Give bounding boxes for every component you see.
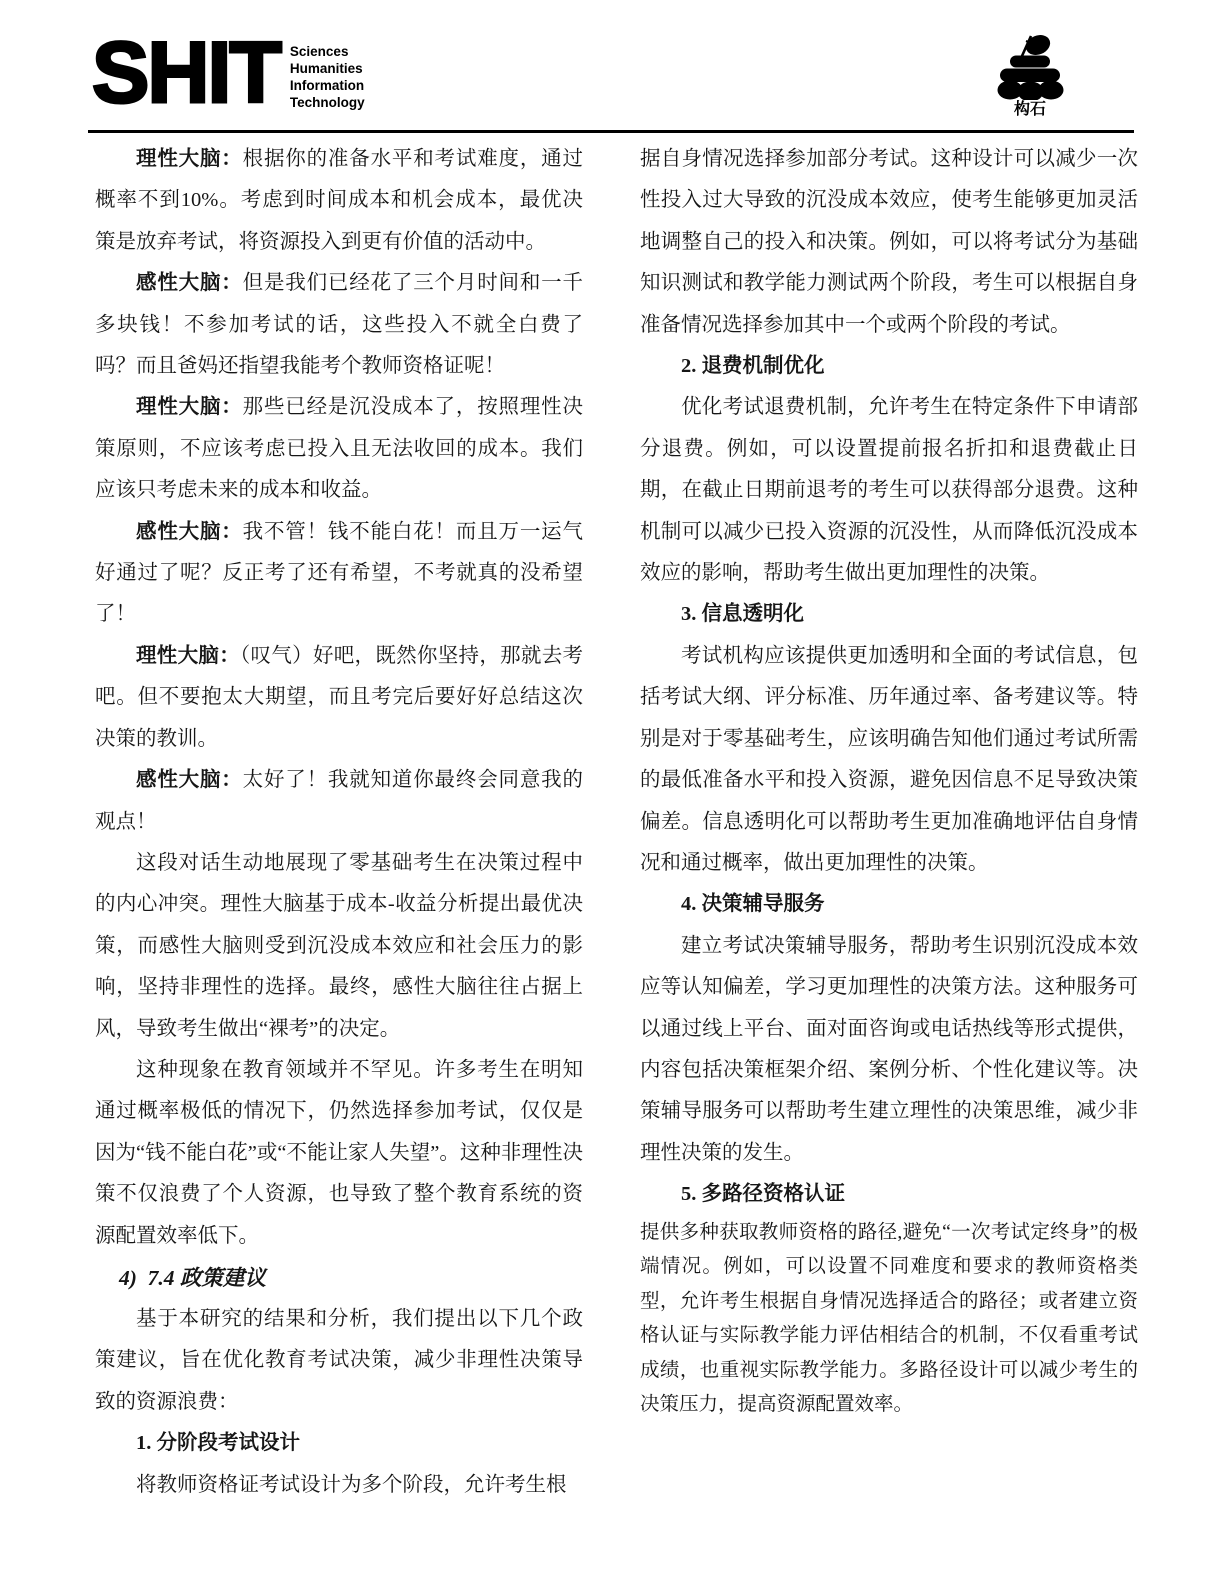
logo-subtitle-line: Humanities bbox=[289, 61, 363, 76]
publisher-mark bbox=[980, 32, 1080, 119]
speaker-label: 感性大脑： bbox=[136, 520, 243, 543]
left-column bbox=[95, 139, 583, 1506]
subsection-heading: 5. 多路径资格认证 bbox=[681, 1183, 845, 1206]
speaker-label: 理性大脑： bbox=[136, 644, 240, 667]
paragraph: 将教师资格证考试设计为多个阶段，允许考生根 bbox=[136, 1473, 567, 1496]
dialog-paragraph: 理性大脑：那些已经是沉没成本了，按照理性决策原则，不应该考虑已投入且无法收回的成本。我们应该只考虑未来的成本和收益。 bbox=[95, 396, 583, 502]
paragraph: 提供多种获取教师资格的路径,避免“一次考试定终身”的极端情况。例如，可以设置不同难度和要求的教师资格类型，允许考生根据自身情况选择适合的路径；或者建立资格认证与实际教学能力评估相结合的机制，不仅看重考试成绩，也重视实际教学能力。多路径设计可以减少考生的决策压力，提高资源配置效率。 bbox=[640, 1221, 1138, 1416]
publisher-mark-label: 构石 bbox=[1013, 101, 1046, 118]
dialog-paragraph: 感性大脑：太好了！我就知道你最终会同意我的观点！ bbox=[95, 769, 583, 833]
subsection-heading: 2. 退费机制优化 bbox=[681, 355, 825, 378]
logo-subtitle-line: Information bbox=[289, 78, 365, 93]
dialog-paragraph: 感性大脑：但是我们已经花了三个月时间和一千多块钱！不参加考试的话，这些投入不就全白费了吗？而且爸妈还指望我能考个教师资格证呢！ bbox=[95, 272, 583, 378]
right-column bbox=[640, 139, 1138, 1423]
speaker-label: 感性大脑： bbox=[136, 272, 243, 295]
dialog-paragraph: 感性大脑：我不管！钱不能白花！而且万一运气好通过了呢？反正考了还有希望，不考就真的没希望了！ bbox=[95, 520, 583, 626]
subsection-heading: 1. 分阶段考试设计 bbox=[136, 1432, 300, 1455]
header-divider bbox=[88, 130, 1134, 133]
journal-logo bbox=[92, 25, 365, 121]
dialog-paragraph: 理性大脑：（叹气）好吧，既然你坚持，那就去考吧。但不要抱太大期望，而且考完后要好好总结这次决策的教训。 bbox=[95, 644, 584, 750]
dialog-paragraph: 理性大脑：根据你的准备水平和考试难度，通过概率不到10%。考虑到时间成本和机会成本，最优决策是放弃考试，将资源投入到更有价值的活动中。 bbox=[95, 148, 583, 253]
subsection-heading: 3. 信息透明化 bbox=[681, 603, 804, 626]
logo-subtitle-line: Technology bbox=[289, 95, 365, 110]
logo-subtitle-line: Sciences bbox=[289, 44, 349, 59]
paragraph: 考试机构应该提供更加透明和全面的考试信息，包括考试大纲、评分标准、历年通过率、备考建议等。特别是对于零基础考生，应该明确告知他们通过考试所需的最低准备水平和投入资源，避免因信息不足导致决策偏差。信息透明化可以帮助考生更加准确地评估自身情况和通过概率，做出更加理性的决策。 bbox=[640, 644, 1138, 874]
speaker-label: 理性大脑： bbox=[136, 396, 243, 419]
journal-logo-text: SHIT bbox=[92, 25, 280, 121]
paragraph: 据自身情况选择参加部分考试。这种设计可以减少一次性投入过大导致的沉没成本效应，使考生能够更加灵活地调整自己的投入和决策。例如，可以将考试分为基础知识测试和教学能力测试两个阶段，考生可以根据自身准备情况选择参加其中一个或两个阶段的考试。 bbox=[640, 148, 1138, 336]
logo-subtitle bbox=[290, 34, 365, 111]
section-heading: 4) 7.4 政策建议 bbox=[119, 1265, 266, 1290]
paragraph: 建立考试决策辅导服务，帮助考生识别沉没成本效应等认知偏差，学习更加理性的决策方法。这种服务可以通过线上平台、面对面咨询或电话热线等形式提供，内容包括决策框架介绍、案例分析、个性化建议等。决策辅导服务可以帮助考生建立理性的决策思维，减少非理性决策的发生。 bbox=[640, 934, 1138, 1164]
paragraph: 这种现象在教育领域并不罕见。许多考生在明知通过概率极低的情况下，仍然选择参加考试，仅仅是因为“钱不能白花”或“不能让家人失望”。这种非理性决策不仅浪费了个人资源，也导致了整个教育系统的资源配置效率低下。 bbox=[95, 1058, 583, 1247]
paragraph: 基于本研究的结果和分析，我们提出以下几个政策建议，旨在优化教育考试决策，减少非理性决策导致的资源浪费： bbox=[95, 1307, 583, 1413]
paragraph: 这段对话生动地展现了零基础考生在决策过程中的内心冲突。理性大脑基于成本-收益分析提出最优决策，而感性大脑则受到沉没成本效应和社会压力的影响，坚持非理性的选择。最终，感性大脑往往占据上风，导致考生做出“裸考”的决定。 bbox=[95, 851, 583, 1040]
paragraph: 优化考试退费机制，允许考生在特定条件下申请部分退费。例如，可以设置提前报名折扣和退费截止日期，在截止日期前退考的考生可以获得部分退费。这种机制可以减少已投入资源的沉没性，从而降低沉没成本效应的影响，帮助考生做出更加理性的决策。 bbox=[640, 396, 1138, 585]
stone-pile-icon bbox=[980, 32, 1080, 100]
speaker-label: 理性大脑： bbox=[136, 148, 243, 170]
subsection-heading: 4. 决策辅导服务 bbox=[681, 893, 825, 916]
speaker-label: 感性大脑： bbox=[136, 769, 243, 792]
